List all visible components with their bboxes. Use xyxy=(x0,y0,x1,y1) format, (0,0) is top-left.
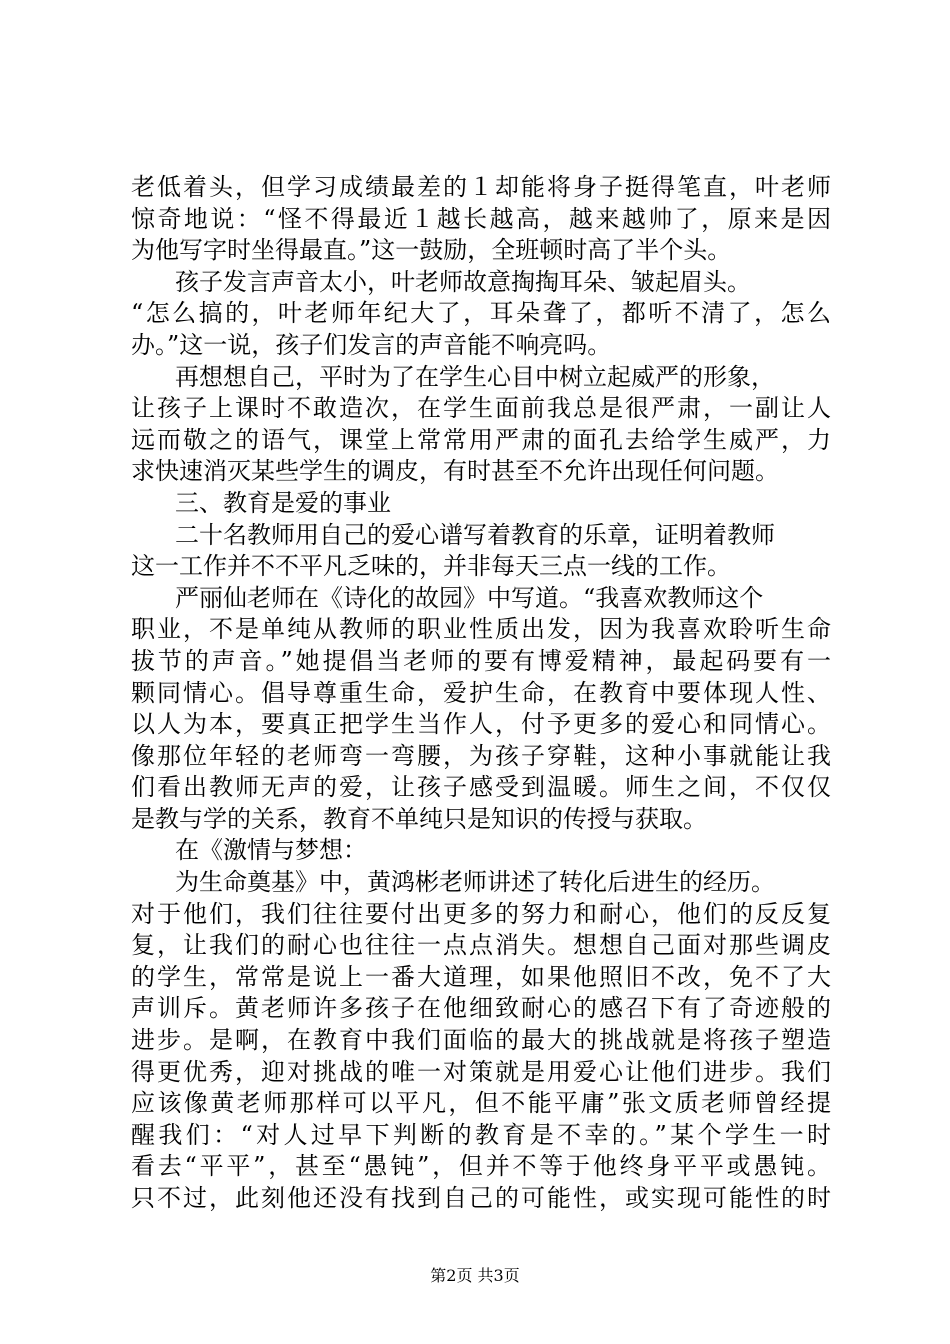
text-line: 求快速消灭某些学生的调皮，有时甚至不允许出现任何问题。 xyxy=(131,457,779,486)
text-line: 应该像黄老师那样可以平凡，但不能平庸”张文质老师曾经提 xyxy=(131,1089,831,1118)
paragraph-start: 再想想自己，平时为了在学生心目中树立起威严的形象， xyxy=(175,362,775,391)
text-line: 像那位年轻的老师弯一弯腰，为孩子穿鞋，这种小事就能让我 xyxy=(131,741,831,770)
text-line: 颗同情心。倡导尊重生命，爱护生命，在教育中要体现人性、 xyxy=(131,678,831,707)
body-text xyxy=(131,172,831,1215)
text-line: 只不过，此刻他还没有找到自己的可能性，或实现可能性的时 xyxy=(131,1184,831,1212)
text-line: 醒我们：“对人过早下判断的教育是不幸的。”某个学生一时 xyxy=(131,1120,831,1149)
text-line: 这一工作并不不平凡乏味的，并非每天三点一线的工作。 xyxy=(131,552,731,581)
text-line: 惊奇地说：“怪不得最近１越长越高，越来越帅了，原来是因 xyxy=(131,204,831,233)
paragraph-start: 二十名教师用自己的爱心谱写着教育的乐章，证明着教师 xyxy=(175,520,775,549)
text-line: 得更优秀，迎对挑战的唯一对策就是用爱心让他们进步。我们 xyxy=(131,1057,831,1086)
text-line: 以人为本，要真正把学生当作人，付予更多的爱心和同情心。 xyxy=(131,710,831,739)
text-line: 的学生，常常是说上一番大道理，如果他照旧不改，免不了大 xyxy=(131,962,831,991)
text-line: 远而敬之的语气，课堂上常常用严肃的面孔去给学生威严，力 xyxy=(131,425,831,454)
text-line: 是教与学的关系，教育不单纯只是知识的传授与获取。 xyxy=(131,804,707,833)
text-line: 看去“平平”，甚至“愚钝”，但并不等于他终身平平或愚钝。 xyxy=(131,1152,831,1181)
text-line: 拔节的声音。”她提倡当老师的要有博爱精神，最起码要有一 xyxy=(131,646,831,675)
text-line: 让孩子上课时不敢造次，在学生面前我总是很严肃，一副让人 xyxy=(131,394,831,423)
text-line: 老低着头，但学习成绩最差的１却能将身子挺得笔直，叶老师 xyxy=(131,173,831,201)
text-line: 们看出教师无声的爱，让孩子感受到温暖。师生之间，不仅仅 xyxy=(131,773,831,802)
paragraph-start: 在《激情与梦想： xyxy=(175,836,367,865)
text-line: 声训斥。黄老师许多孩子在他细致耐心的感召下有了奇迹般的 xyxy=(131,994,831,1023)
text-line: 办。”这一说，孩子们发言的声音能不响亮吗。 xyxy=(131,330,612,359)
text-line: 进步。是啊，在教育中我们面临的最大的挑战就是将孩子塑造 xyxy=(131,1026,831,1055)
text-line: 职业，不是单纯从教师的职业性质出发，因为我喜欢聆听生命 xyxy=(131,615,831,644)
text-line: 对于他们，我们往往要付出更多的努力和耐心，他们的反反复 xyxy=(131,899,831,928)
section-heading: 三、教育是爱的事业 xyxy=(175,488,391,517)
text-line: 为他写字时坐得最直。”这一鼓励，全班顿时高了半个头。 xyxy=(131,236,732,265)
paragraph-start: 严丽仙老师在《诗化的故园》中写道。“我喜欢教师这个 xyxy=(175,583,764,612)
text-line: 复，让我们的耐心也往往一点点消失。想想自己面对那些调皮 xyxy=(131,931,831,960)
paragraph-start: 为生命奠基》中，黄鸿彬老师讲述了转化后进生的经历。 xyxy=(175,868,775,897)
text-line: “怎么搞的，叶老师年纪大了，耳朵聋了，都听不清了，怎么 xyxy=(131,299,831,328)
page-number-footer: 第2页 共3页 xyxy=(430,1266,520,1285)
paragraph-start: 孩子发言声音太小，叶老师故意掏掏耳朵、皱起眉头。 xyxy=(175,267,751,296)
